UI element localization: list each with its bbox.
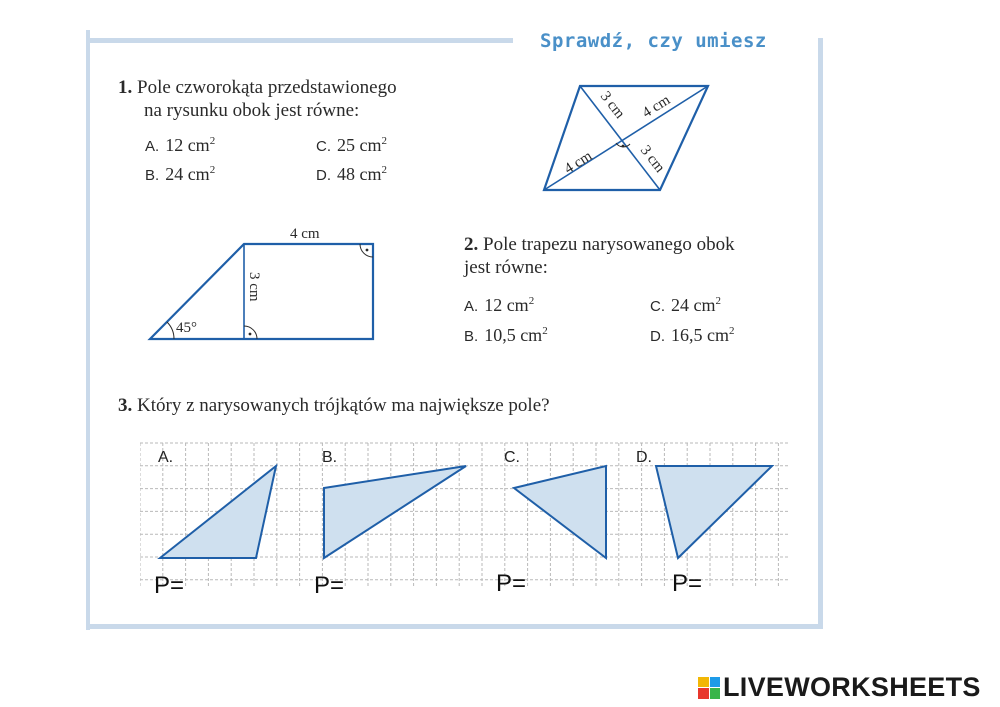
trapezoid-top-label: 4 cm bbox=[290, 226, 320, 242]
right-angle-dot-top bbox=[366, 249, 369, 252]
trapezoid-figure bbox=[140, 222, 390, 347]
q1-number: 1. bbox=[118, 77, 133, 98]
q1-option-a: A. 12 $cm^2$ bbox=[145, 135, 216, 155]
q2-option-d: D. 16,5 $cm^2$ bbox=[650, 325, 735, 345]
q2-option-c: C. 24 $cm^2$ bbox=[650, 295, 721, 315]
frame-bottom-border bbox=[88, 624, 823, 629]
answer-label-c[interactable]: P= bbox=[496, 570, 527, 597]
trapezoid-height-label: 3 cm bbox=[246, 272, 262, 302]
triangle-a bbox=[160, 466, 276, 558]
answer-label-a[interactable]: P= bbox=[154, 572, 185, 599]
brand-text: LIVEWORKSHEETS bbox=[723, 672, 981, 702]
rhombus-figure bbox=[530, 78, 730, 203]
q2-option-a: A. 12 $cm^2$ bbox=[464, 295, 535, 315]
q1-line1: Pole czworokąta przedstawionego bbox=[137, 77, 397, 98]
right-angle-dot-bottom bbox=[249, 333, 252, 336]
q3-number: 3. bbox=[118, 395, 133, 416]
rhombus-label-4: 3 cm bbox=[636, 142, 668, 176]
trapezoid-angle-label: 45° bbox=[176, 320, 197, 336]
brand-footer bbox=[698, 672, 981, 703]
rhombus-label-1: 3 cm bbox=[596, 88, 628, 122]
q1-text bbox=[118, 76, 397, 122]
q2-line1: Pole trapezu narysowanego obok bbox=[483, 234, 735, 255]
triangle-d bbox=[656, 466, 772, 558]
q2-line2: jest równe: bbox=[464, 257, 548, 278]
section-title: Sprawdź, czy umiesz bbox=[540, 30, 767, 52]
q1-line2: na rysunku obok jest równe: bbox=[144, 100, 360, 121]
right-angle-mark-bottom bbox=[244, 326, 257, 339]
triangle-c-letter: C. bbox=[504, 449, 520, 466]
triangle-b-letter: B. bbox=[322, 449, 338, 466]
q1-option-b: B. 24 $cm^2$ bbox=[145, 164, 216, 184]
q3-line: Który z narysowanych trójkątów ma największe pole? bbox=[137, 395, 550, 416]
right-angle-dot bbox=[622, 145, 625, 148]
q2-option-b: B. 10,5 $cm^2$ bbox=[464, 325, 548, 345]
q2-number: 2. bbox=[464, 234, 479, 255]
frame-right-border bbox=[818, 38, 823, 628]
triangle-a-letter: A. bbox=[158, 449, 174, 466]
frame-top-border bbox=[88, 38, 513, 43]
angle-arc bbox=[167, 322, 174, 339]
q1-option-c: C. 25 $cm^2$ bbox=[316, 135, 387, 155]
answer-label-b[interactable]: P= bbox=[314, 572, 345, 599]
q3-text bbox=[118, 394, 550, 417]
triangle-d-letter: D. bbox=[636, 449, 652, 466]
rhombus-label-3: 4 cm bbox=[561, 148, 596, 178]
liveworksheets-logo-icon bbox=[698, 677, 720, 699]
rhombus-label-2: 4 cm bbox=[639, 92, 674, 122]
frame-left-border bbox=[86, 30, 90, 630]
q2-text bbox=[464, 233, 735, 279]
answer-label-d[interactable]: P= bbox=[672, 570, 703, 597]
q1-option-d: D. 48 $cm^2$ bbox=[316, 164, 387, 184]
